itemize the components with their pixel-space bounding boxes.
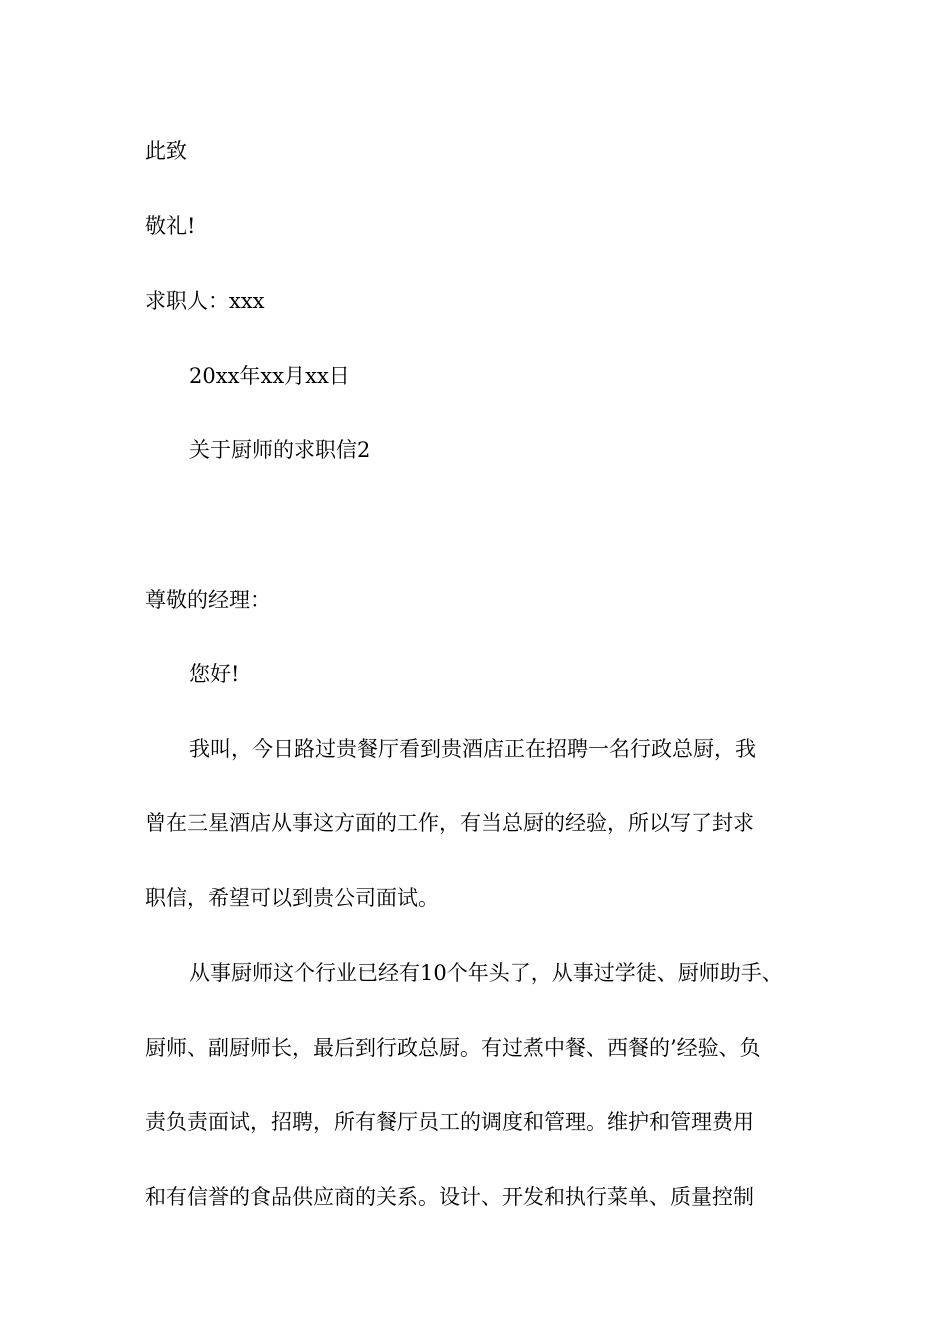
body-line: 责负责面试，招聘，所有餐厅员工的调度和管理。维护和管理费用 xyxy=(145,1110,754,1134)
closing-line-2: 敬礼! xyxy=(145,214,196,238)
body-line: 曾在三星酒店从事这方面的工作，有当总厨的经验，所以写了封求 xyxy=(145,811,754,835)
body-line: 从事厨师这个行业已经有10个年头了，从事过学徒、厨师助手、 xyxy=(189,961,783,985)
body-line: 厨师、副厨师长，最后到行政总厨。有过煮中餐、西餐的’经验、负 xyxy=(145,1036,761,1060)
signature-line: 求职人：xxx xyxy=(145,289,265,313)
body-line: 我叫，今日路过贵餐厅看到贵酒店正在招聘一名行政总厨，我 xyxy=(189,737,756,761)
body-line: 和有信誉的食品供应商的关系。设计、开发和执行菜单、质量控制 xyxy=(145,1185,754,1209)
closing-line-1: 此致 xyxy=(145,139,187,163)
body-line: 职信，希望可以到贵公司面试。 xyxy=(145,886,439,910)
salutation-line: 尊敬的经理： xyxy=(145,588,271,612)
date-line: 20xx年xx月xx日 xyxy=(189,364,350,388)
greeting-line: 您好! xyxy=(189,662,240,686)
letter-title: 关于厨师的求职信2 xyxy=(189,438,371,462)
